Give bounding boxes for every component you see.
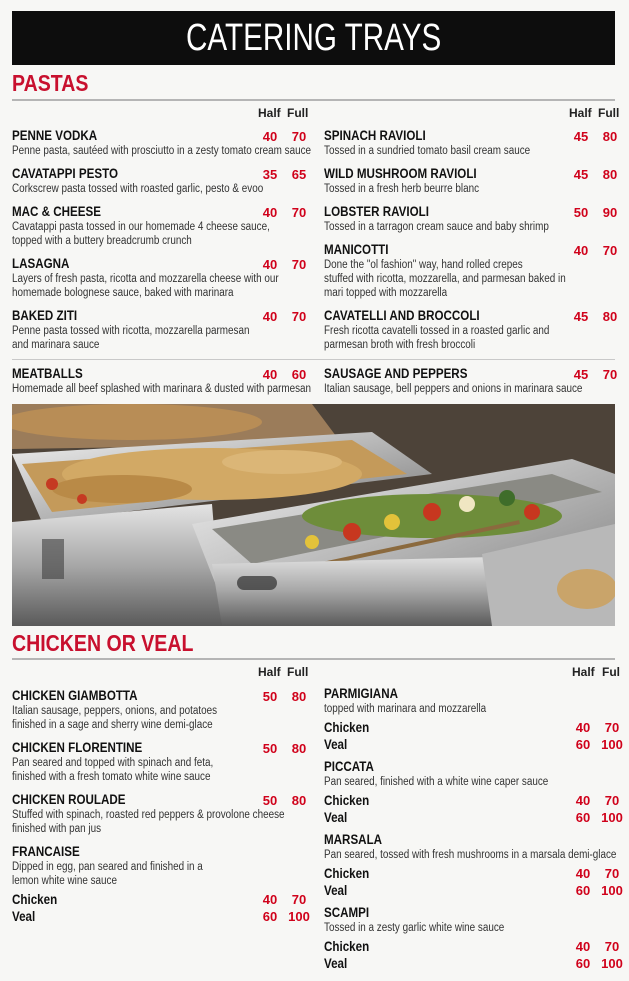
column-header-full: Ful: [602, 665, 620, 679]
item-description: stuffed with ricotta, mozzarella, and parmesan baked in: [324, 273, 566, 285]
price-full: 70: [604, 720, 620, 735]
price-full: 80: [291, 689, 307, 704]
item-description: finished with pan jus: [12, 823, 102, 835]
price-half: 50: [262, 741, 278, 756]
item-description: and marinara sauce: [12, 339, 100, 351]
menu-item-baked-ziti: [12, 307, 288, 352]
column-header-half: Half: [258, 665, 281, 679]
price-full: 70: [291, 892, 307, 907]
price-full: 70: [291, 205, 307, 220]
item-description: Italian sausage, bell peppers and onions in marinara sauce: [324, 383, 583, 395]
section-title-pastas: PASTAS: [12, 70, 89, 96]
item-description: Italian sausage, peppers, onions, and potatoes: [12, 705, 218, 717]
menu-item-piccata: [324, 758, 585, 826]
variant-label-chicken: Chicken: [324, 866, 370, 881]
price-half: 60: [575, 810, 591, 825]
menu-item-scampi: [324, 904, 534, 972]
menu-item-lobster-ravioli: [324, 203, 585, 234]
price-half: 45: [573, 367, 589, 382]
price-half: 45: [573, 309, 589, 324]
item-name: BAKED ZITI: [12, 308, 78, 323]
item-description: lemon white wine sauce: [12, 875, 118, 887]
item-description: Cavatappi pasta tossed in our homemade 4 cheese sauce,: [12, 221, 270, 233]
price-full: 70: [291, 309, 307, 324]
price-full: 100: [601, 737, 623, 752]
variant-label-veal: Veal: [12, 909, 36, 924]
section-divider: [12, 359, 615, 360]
variant-label-chicken: Chicken: [324, 793, 370, 808]
item-description: Homemade all beef splashed with marinara & dusted with parmesan: [12, 383, 312, 395]
item-name: SCAMPI: [324, 905, 370, 920]
menu-item-francaise: [12, 843, 234, 925]
item-name: PICCATA: [324, 759, 374, 774]
section-divider: [12, 658, 615, 660]
price-full: 100: [601, 956, 623, 971]
variant-label-veal: Veal: [324, 883, 348, 898]
item-description: Tossed in a sundried tomato basil cream sauce: [324, 145, 531, 157]
item-name: LASAGNA: [12, 256, 70, 271]
price-full: 60: [291, 367, 307, 382]
item-description: mari topped with mozzarella: [324, 287, 448, 299]
price-full: 70: [291, 129, 307, 144]
item-name: PARMIGIANA: [324, 686, 398, 701]
price-full: 70: [602, 243, 618, 258]
page-title: CATERING TRAYS: [185, 16, 442, 59]
price-half: 40: [573, 243, 589, 258]
price-half: 40: [262, 257, 278, 272]
price-half: 40: [575, 939, 591, 954]
variant-label-chicken: Chicken: [12, 892, 58, 907]
item-description: Penne pasta tossed with ricotta, mozzarella parmesan: [12, 325, 250, 337]
item-name: CHICKEN FLORENTINE: [12, 740, 143, 755]
price-half: 60: [575, 737, 591, 752]
price-full: 80: [291, 741, 307, 756]
price-half: 35: [262, 167, 278, 182]
item-description: Pan seared, tossed with fresh mushrooms in a marsala demi-glace: [324, 849, 617, 861]
item-name: FRANCAISE: [12, 844, 80, 859]
item-name: MANICOTTI: [324, 242, 389, 257]
item-description: homemade bolognese sauce, baked with marinara: [12, 287, 234, 299]
column-header-half: Half: [569, 106, 592, 120]
price-full: 100: [601, 810, 623, 825]
price-half: 40: [575, 793, 591, 808]
item-name: PENNE VODKA: [12, 128, 98, 143]
price-full: 70: [602, 367, 618, 382]
price-full: 80: [291, 793, 307, 808]
price-half: 40: [262, 205, 278, 220]
menu-item-manicotti: [324, 241, 605, 300]
item-description: Layers of fresh pasta, ricotta and mozzarella cheese with our: [12, 273, 279, 285]
price-full: 70: [291, 257, 307, 272]
menu-item-parmigiana: [324, 685, 513, 753]
item-description: Corkscrew pasta tossed with roasted garlic, pesto & evoo: [12, 183, 264, 195]
price-half: 40: [575, 720, 591, 735]
price-half: 40: [262, 367, 278, 382]
price-half: 60: [575, 956, 591, 971]
column-header-full: Full: [287, 106, 309, 120]
section-divider: [12, 99, 615, 101]
price-full: 70: [604, 793, 620, 808]
variant-label-chicken: Chicken: [324, 939, 370, 954]
column-header-half: Half: [572, 665, 595, 679]
price-half: 50: [262, 793, 278, 808]
price-half: 60: [575, 883, 591, 898]
catering-trays-photo: [12, 404, 615, 626]
item-name: CHICKEN ROULADE: [12, 792, 126, 807]
item-name: WILD MUSHROOM RAVIOLI: [324, 166, 477, 181]
item-name: CHICKEN GIAMBOTTA: [12, 688, 138, 703]
price-half: 60: [262, 909, 278, 924]
price-full: 80: [602, 309, 618, 324]
item-name: MAC & CHEESE: [12, 204, 102, 219]
price-half: 50: [573, 205, 589, 220]
item-name: MEATBALLS: [12, 366, 83, 381]
menu-item-spinach-ravioli: [324, 127, 564, 158]
item-description: Penne pasta, sautéed with prosciutto in a zesty tomato cream sauce: [12, 145, 312, 157]
price-full: 100: [601, 883, 623, 898]
item-description: Pan seared and topped with spinach and feta,: [12, 757, 214, 769]
item-description: Stuffed with spinach, roasted red peppers & provolone cheese: [12, 809, 285, 821]
variant-label-veal: Veal: [324, 737, 348, 752]
column-header-half: Half: [258, 106, 281, 120]
menu-item-chicken-florentine: [12, 739, 246, 784]
item-description: Tossed in a fresh herb beurre blanc: [324, 183, 480, 195]
item-description: Pan seared, finished with a white wine caper sauce: [324, 776, 549, 788]
price-half: 50: [262, 689, 278, 704]
price-full: 65: [291, 167, 307, 182]
item-description: topped with a buttery breadcrumb crunch: [12, 235, 192, 247]
item-name: CAVATELLI AND BROCCOLI: [324, 308, 480, 323]
page-title-banner: [12, 11, 615, 65]
variant-label-veal: Veal: [324, 956, 348, 971]
variant-label-chicken: Chicken: [324, 720, 370, 735]
item-name: SPINACH RAVIOLI: [324, 128, 426, 143]
catering-trays-illustration: [12, 404, 615, 626]
item-description: Tossed in a zesty garlic white wine sauce: [324, 922, 505, 934]
price-full: 100: [288, 909, 310, 924]
price-half: 40: [575, 866, 591, 881]
item-name: LOBSTER RAVIOLI: [324, 204, 429, 219]
menu-item-chicken-giambotta: [12, 687, 250, 732]
price-half: 45: [573, 167, 589, 182]
column-header-full: Full: [287, 665, 309, 679]
item-description: Tossed in a tarragon cream sauce and baby shrimp: [324, 221, 549, 233]
item-description: topped with marinara and mozzarella: [324, 703, 487, 715]
item-description: parmesan broth with fresh broccoli: [324, 339, 476, 351]
variant-label-veal: Veal: [324, 810, 348, 825]
item-name: CAVATAPPI PESTO: [12, 166, 119, 181]
price-full: 70: [604, 939, 620, 954]
item-description: finished with a fresh tomato white wine sauce: [12, 771, 211, 783]
price-full: 90: [602, 205, 618, 220]
menu-item-cavatelli-and-broccoli: [324, 307, 586, 352]
price-half: 40: [262, 309, 278, 324]
item-description: Dipped in egg, pan seared and finished in a: [12, 861, 203, 873]
item-name: SAUSAGE AND PEPPERS: [324, 366, 468, 381]
item-description: Done the "ol fashion" way, hand rolled crepes: [324, 259, 523, 271]
item-description: finished in a sage and sherry wine demi-glace: [12, 719, 213, 731]
section-title-chicken-or-veal: CHICKEN OR VEAL: [12, 630, 194, 656]
price-full: 70: [604, 866, 620, 881]
price-full: 80: [602, 167, 618, 182]
price-half: 40: [262, 129, 278, 144]
menu-item-wild-mushroom-ravioli: [324, 165, 504, 196]
price-half: 40: [262, 892, 278, 907]
price-half: 45: [573, 129, 589, 144]
item-name: MARSALA: [324, 832, 383, 847]
item-description: Fresh ricotta cavatelli tossed in a roasted garlic and: [324, 325, 550, 337]
column-header-full: Full: [598, 106, 620, 120]
price-full: 80: [602, 129, 618, 144]
